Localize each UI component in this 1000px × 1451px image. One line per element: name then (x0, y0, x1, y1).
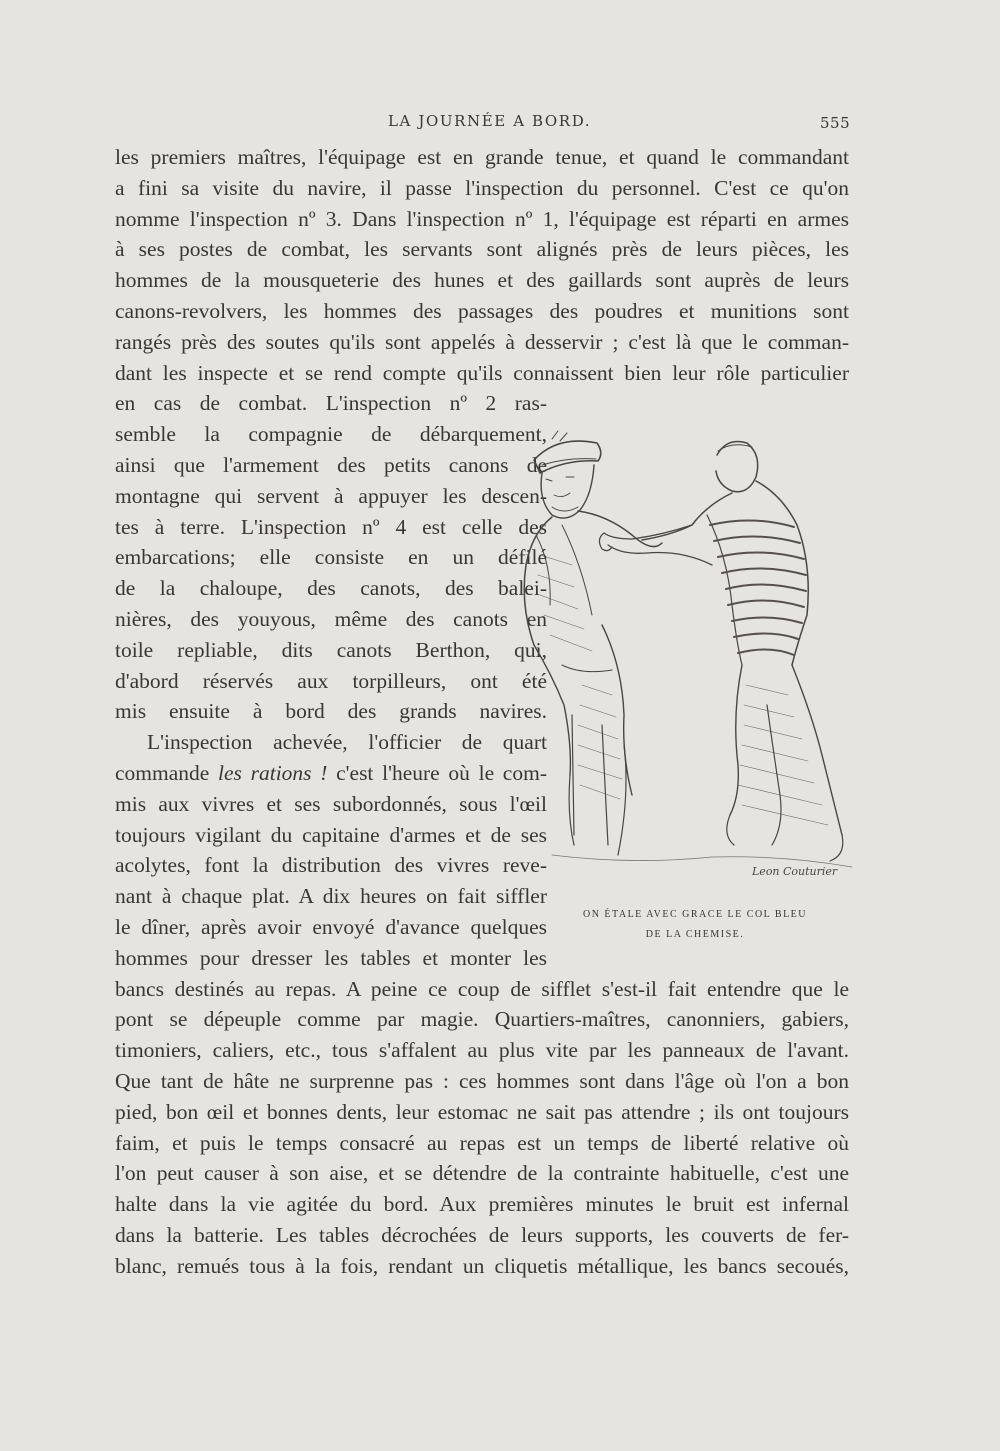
text-line: à ses postes de combat, les servants sont alignés près de leurs pièces, les (115, 237, 849, 262)
text-line: toile repliable, dits canots Berthon, qui, (115, 637, 547, 662)
text-line: l'on peut causer à son aise, et se détendre de la contrainte habituelle, c'est une (115, 1161, 849, 1186)
text-line: hommes de la mousqueterie des hunes et des gaillards sont auprès de leurs (115, 268, 849, 293)
text-segment: c'est l'heure où le com- (327, 760, 547, 785)
text-line: rangés près des soutes qu'ils sont appelés à desservir ; c'est là que le comman- (115, 329, 849, 354)
text-line: Que tant de hâte ne surprenne pas : ces hommes sont dans l'âge où l'on a bon (115, 1068, 849, 1093)
text-line: dans la batterie. Les tables décrochées de leurs supports, les couverts de fer- (115, 1222, 849, 1247)
text-line (115, 758, 547, 789)
text-line: faim, et puis le temps consacré au repas est un temps de liberté relative où (115, 1130, 849, 1155)
text-line: de la chaloupe, des canots, des balei- (115, 576, 547, 601)
text-line: acolytes, font la distribution des vivres reve- (115, 853, 547, 878)
text-line: pont se dépeuple comme par magie. Quartiers-maîtres, canonniers, gabiers, (115, 1007, 849, 1032)
caption-line-1: ON ÉTALE AVEC GRACE LE COL BLEU (582, 909, 808, 920)
text-line: semble la compagnie de débarquement, (115, 422, 547, 447)
text-line: d'abord réservés aux torpilleurs, ont été (115, 668, 547, 693)
page-number: 555 (820, 114, 851, 132)
running-title: LA JOURNÉE A BORD. (388, 112, 592, 130)
text-line: le dîner, après avoir envoyé d'avance quelques (115, 914, 547, 939)
sailors-illustration (512, 415, 857, 885)
text-line: halte dans la vie agitée du bord. Aux premières minutes le bruit est infernal (115, 1192, 849, 1217)
text-line: dant les inspecte et se rend compte qu'ils connaissent bien leur rôle particulier (115, 360, 849, 385)
text-line: nant à chaque plat. A dix heures on fait siffler (115, 884, 547, 909)
text-line: tes à terre. L'inspection nº 4 est celle des (115, 514, 547, 539)
text-line: L'inspection achevée, l'officier de quart (147, 730, 547, 755)
running-head (0, 112, 1000, 136)
text-segment: commande (115, 760, 219, 785)
text-line: mis aux vivres et ses subordonnés, sous l'œil (115, 791, 547, 816)
italic-phrase: les rations ! (218, 760, 328, 785)
text-line: pied, bon œil et bonnes dents, leur estomac ne sait pas attendre ; ils ont toujours (115, 1099, 849, 1124)
text-line: en cas de combat. L'inspection nº 2 ras- (115, 391, 547, 416)
text-line: nières, des youyous, même des canots en (115, 606, 547, 631)
text-line: nomme l'inspection nº 3. Dans l'inspection nº 1, l'équipage est réparti en armes (115, 206, 849, 231)
text-line: ainsi que l'armement des petits canons de (115, 452, 547, 477)
illustration-caption (560, 905, 830, 945)
text-line: les premiers maîtres, l'équipage est en grande tenue, et quand le commandant (115, 145, 849, 169)
text-line: bancs destinés au repas. A peine ce coup de sifflet s'est-il fait entendre que le (115, 976, 849, 1001)
text-line: canons-revolvers, les hommes des passages des poudres et munitions sont (115, 298, 849, 323)
text-line: hommes pour dresser les tables et monter les (115, 945, 547, 970)
text-line: embarcations; elle consiste en un défilé (115, 545, 547, 570)
text-line: toujours vigilant du capitaine d'armes et de ses (115, 822, 547, 847)
text-line: a fini sa visite du navire, il passe l'inspection du personnel. C'est ce qu'on (115, 175, 849, 200)
text-line: montagne qui servent à appuyer les descen- (115, 483, 547, 508)
caption-line-2: DE LA CHEMISE. (645, 929, 745, 940)
text-line: timoniers, caliers, etc., tous s'affalent au plus vite par les panneaux de l'avant. (115, 1038, 849, 1063)
text-line: mis ensuite à bord des grands navires. (115, 699, 547, 724)
text-line: blanc, remués tous à la fois, rendant un cliquetis métallique, les bancs secoués, (115, 1253, 849, 1278)
artist-signature: Leon Couturier (752, 865, 838, 878)
